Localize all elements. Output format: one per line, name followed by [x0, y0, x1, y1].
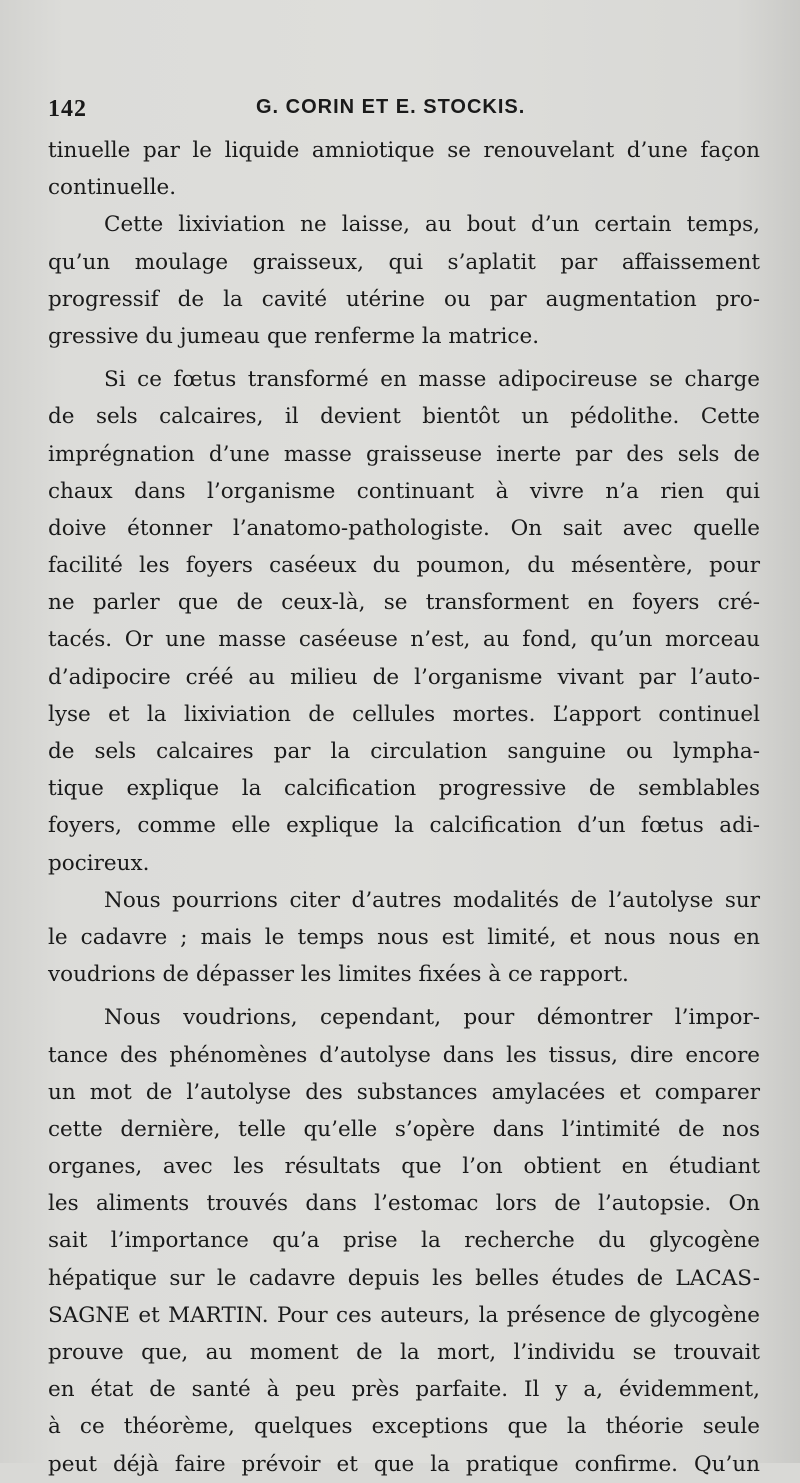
text-line: chaux dans l’organisme continuant à vivre n’a rien qui — [48, 478, 760, 504]
text-line: ne parler que de ceux-là, se transforment en foyers cré- — [48, 590, 760, 616]
text-line: continuelle. — [48, 175, 177, 201]
text-line: tance des phénomènes d’autolyse dans les tissus, dire encore — [48, 1042, 760, 1068]
text-line: voudrions de dépasser les limites fixées à ce rapport. — [48, 962, 629, 988]
text-line: à ce théorème, quelques exceptions que la théorie seule — [48, 1414, 760, 1440]
text-line: Si ce fœtus transformé en masse adipocireuse se charge — [104, 367, 760, 393]
text-line: d’adipocire créé au milieu de l’organisme vivant par l’auto- — [48, 664, 760, 690]
text-line: sait l’importance qu’a prise la recherche du glycogène — [48, 1228, 760, 1254]
text-line: pocireux. — [48, 850, 150, 876]
text-line: de sels calcaires par la circulation sanguine ou lympha- — [48, 739, 760, 764]
page-number: 142 — [48, 96, 87, 122]
text-line: cette dernière, telle qu’elle s’opère dans l’intimité de nos — [48, 1116, 760, 1142]
text-line: lyse et la lixiviation de cellules mortes. L’apport continuel — [48, 701, 760, 727]
text-line: prouve que, au moment de la mort, l’individu se trouvait — [48, 1340, 760, 1365]
text-line: facilité les foyers caséeux du poumon, du mésentère, pour — [48, 553, 760, 579]
text-line: organes, avec les résultats que l’on obtient en étudiant — [48, 1154, 760, 1180]
text-line: hépatique sur le cadavre depuis les belles études de LACAS- — [48, 1265, 760, 1291]
text-line: doive étonner l’anatomo-pathologiste. On sait avec quelle — [48, 515, 760, 541]
running-head: G. CORIN ET E. STOCKIS. — [256, 96, 526, 118]
text-line: Cette lixiviation ne laisse, au bout d’un certain temps, — [104, 212, 760, 238]
text-line: tacés. Or une masse caséeuse n’est, au fond, qu’un morceau — [48, 627, 760, 653]
text-line: qu’un moulage graisseux, qui s’aplatit par affaissement — [48, 249, 760, 275]
text-line: imprégnation d’une masse graisseuse inerte par des sels de — [48, 441, 760, 467]
text-line: foyers, comme elle explique la calcification d’un fœtus adi- — [48, 813, 760, 839]
text-line: un mot de l’autolyse des substances amylacées et comparer — [48, 1079, 760, 1105]
text-line: Nous voudrions, cependant, pour démontrer l’impor- — [104, 1005, 760, 1031]
text-line: tique explique la calcification progressive de semblables — [48, 776, 760, 802]
text-line: SAGNE et MARTIN. Pour ces auteurs, la présence de glycogène — [48, 1302, 760, 1328]
text-line: Nous pourrions citer d’autres modalités de l’autolyse sur — [104, 887, 760, 913]
text-line: progressif de la cavité utérine ou par augmentation pro- — [48, 286, 760, 312]
text-line: tinuelle par le liquide amniotique se renouvelant d’une façon — [48, 138, 760, 163]
text-line: les aliments trouvés dans l’estomac lors de l’autopsie. On — [48, 1191, 760, 1217]
text-line: peut déjà faire prévoir et que la pratique confirme. Qu’un — [48, 1451, 760, 1477]
text-line: en état de santé à peu près parfaite. Il y a, évidemment, — [48, 1377, 760, 1403]
page-header — [48, 88, 760, 132]
text-line: le cadavre ; mais le temps nous est limité, et nous nous en — [48, 924, 760, 950]
text-line: de sels calcaires, il devient bientôt un pédolithe. Cette — [48, 404, 760, 430]
body-text — [48, 132, 760, 1483]
text-line: gressive du jumeau que renferme la matrice. — [48, 323, 540, 349]
